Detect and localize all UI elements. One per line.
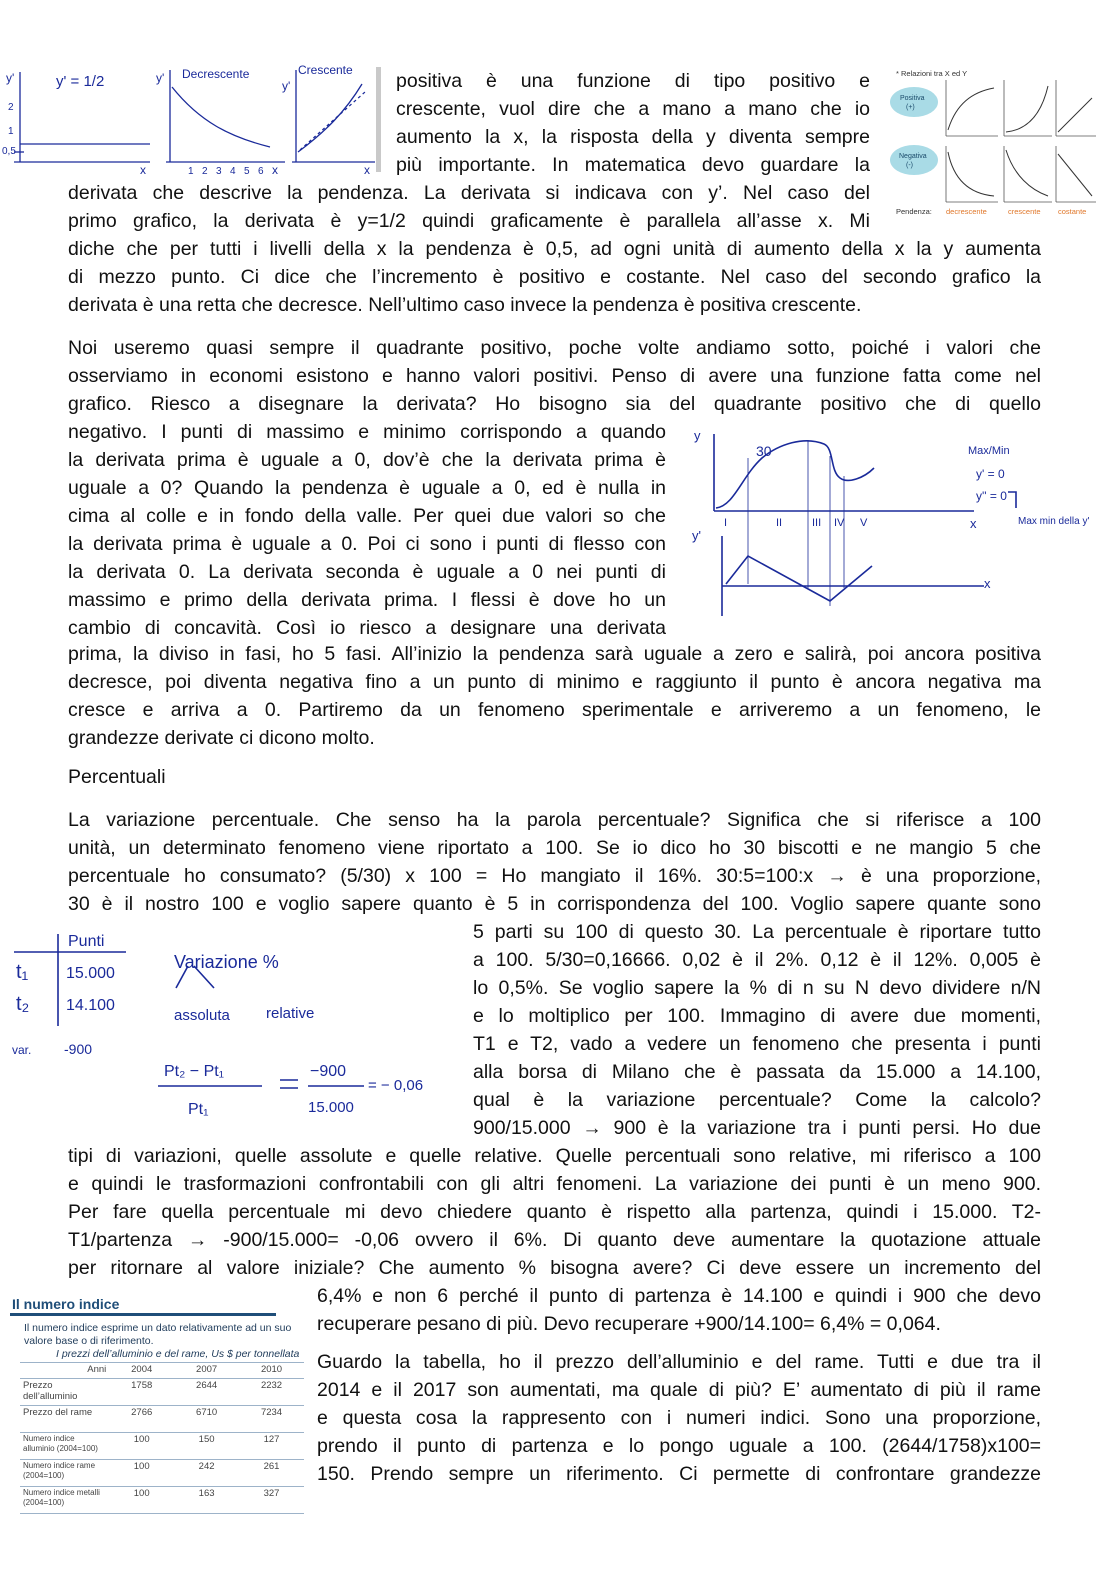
table-row	[20, 1487, 304, 1514]
paragraph-line: alla borsa di Milano che è passata da 15.000 a 14.100,	[473, 1061, 1041, 1083]
graph2-tick: 2	[202, 166, 208, 177]
table-cell: 7234	[239, 1406, 304, 1433]
paragraph-line: la derivata prima è uguale a 0. Poi ci sono i punti di flesso con	[68, 533, 666, 555]
paragraph-line: negativo. I punti di massimo e minimo corrispondo a quando	[68, 421, 666, 443]
handwritten-title: Variazione %	[174, 952, 279, 972]
paragraph-line: grafico. Riesco a disegnare la derivata? Ho bisogno sia del quadrante positivo che di quello	[68, 393, 1041, 415]
paragraph-3-end	[317, 1282, 1041, 1338]
paragraph-line: uguale a 0? Quando la pendenza è uguale a 0, ed è nulla in	[68, 477, 666, 499]
pendenza-costante: costante	[1058, 207, 1087, 216]
paragraph-line: derivata è una retta che decresce. Nell’ultimo caso invece la pendenza è positiva crescente.	[68, 294, 862, 316]
negativa-label: Negativa	[899, 153, 927, 160]
table-row	[20, 1406, 304, 1433]
table-cell: 100	[109, 1487, 174, 1514]
paragraph-line: 2014 e il 2017 son aumentati, ma quale di più? E’ aumentato di più il rame	[317, 1379, 1041, 1401]
paragraph-line: 900/15.000 → 900 è la variazione tra i punti persi. Ho due	[473, 1117, 1041, 1139]
handwritten-v1: 15.000	[66, 965, 115, 982]
table-header-row	[20, 1363, 304, 1379]
paragraph-line: decresce, poi diventa negativa fino a un punto di minimo e raggiunto il punto è ancora negativa ma	[68, 671, 1041, 693]
graph2-tick: 6	[258, 166, 264, 177]
relazioni-title: * Relazioni tra X ed Y	[896, 69, 968, 78]
paragraph-line: percentuale ho consumato? (5/30) x 100 = Ho mangiato il 16%. 30:5=100:x → è una proporzione,	[68, 865, 1041, 887]
graph1-tick: 1	[8, 126, 14, 137]
sketch-phase-label: II	[776, 517, 783, 529]
paragraph-line: 30 è il nostro 100 e voglio sapere quanto è 5 in corrispondenza del 100. Voglio sapere quante sono	[68, 893, 1041, 915]
table-row-label: Prezzo dell’alluminio	[20, 1379, 109, 1406]
table-row-label: Numero indice metalli (2004=100)	[20, 1487, 109, 1514]
index-table-description: Il numero indice esprime un dato relativamente ad un suo valore base o di riferimento.	[24, 1322, 292, 1347]
paragraph-line: tipi di variazioni, quelle assolute e quelle relative. Quelle percentuali sono relative, mi riferisco a 100	[68, 1145, 1041, 1167]
sketch-phase-label: III	[812, 517, 822, 529]
paragraph-line: la derivata prima è uguale a 0, dov’è che la derivata prima è	[68, 449, 666, 471]
table-header-cell: Anni	[20, 1363, 109, 1379]
handwritten-col-header: Punti	[68, 933, 105, 950]
sketch-phase-label: V	[860, 517, 868, 529]
paragraph-line: la derivata 0. La derivata seconda è uguale a 0 nei punti di	[68, 561, 666, 583]
paragraph-1-cont	[68, 179, 870, 235]
graph3-x-axis-label: x	[364, 163, 370, 177]
paragraph-line: qual è la variazione percentuale? Come la calcolo?	[473, 1089, 1041, 1111]
sketch-peak-label: 30	[756, 443, 772, 459]
paragraph-2-full	[68, 640, 1041, 752]
paragraph-line: recuperare pesano di più. Devo recuperare +900/14.100= 6,4% = 0,064.	[317, 1313, 941, 1335]
paragraph-line: per ritornare al valore iniziale? Che aumento % bisogna avere? Ci deve essere un incremento del	[68, 1257, 1041, 1279]
table-cell: 100	[109, 1460, 174, 1487]
paragraph-line: diche che per tutti i livelli della x la pendenza è 0,5, ad ogni unità di aumento della x la y aumenta	[68, 238, 1041, 260]
table-cell: 163	[174, 1487, 239, 1514]
table-header-cell: 2010	[239, 1363, 304, 1379]
handwritten-left: assoluta	[174, 1007, 230, 1024]
handwritten-eq-den: 15.000	[308, 1099, 354, 1116]
handwritten-right: relative	[266, 1005, 315, 1022]
pendenza-crescente: crescente	[1008, 207, 1041, 216]
table-row	[20, 1379, 304, 1406]
paragraph-line: massimo e primo della derivata prima. I flessi è dove ho un	[68, 589, 666, 611]
paragraph-line: e lo moltiplico per 100. Immagino di avere due momenti,	[473, 1005, 1041, 1027]
table-cell: 2766	[109, 1406, 174, 1433]
pendenza-decrescente: decrescente	[946, 207, 987, 216]
table-row	[20, 1460, 304, 1487]
graph3-y-axis-label: y'	[282, 79, 291, 93]
graph2-y-axis-label: y'	[156, 71, 165, 85]
sketch-x-axis-label-2: x	[984, 576, 991, 591]
table-cell: 150	[174, 1433, 239, 1460]
paragraph-line: 6,4% e non 6 perché il punto di partenza è 14.100 e quindi i 900 che devo	[317, 1285, 1041, 1307]
paragraph-line: e quindi le trasformazioni confrontabili con gli altri fenomeni. La variazione dei punti è un meno 900.	[68, 1173, 1041, 1195]
graph2-tick: 4	[230, 166, 236, 177]
graph1-title: y' = 1/2	[56, 73, 105, 90]
paragraph-line: positiva è una funzione di tipo positivo e	[396, 70, 870, 92]
paragraph-line: cima al colle e in fondo della valle. Per quei due valori so che	[68, 505, 666, 527]
sketch-note-y2: y'' = 0	[976, 489, 1007, 503]
variation-sketch	[8, 926, 448, 1122]
table-cell: 6710	[174, 1406, 239, 1433]
paragraph-line: lo 0,5%. Se voglio sapere la % di n su N devo dividere n/N	[473, 977, 1041, 999]
paragraph-line: 5 parti su 100 di questo 30. La percentuale è riportare tutto	[473, 921, 1041, 943]
table-cell: 242	[174, 1460, 239, 1487]
table-cell: 2232	[239, 1379, 304, 1406]
handwritten-var-value: -900	[64, 1041, 93, 1057]
sketch-x-axis-label: x	[970, 516, 977, 531]
table-cell: 100	[109, 1433, 174, 1460]
graph2-tick: 5	[244, 166, 250, 177]
paragraph-4	[317, 1348, 1041, 1488]
paragraph-line: prendo il punto di partenza e lo pongo uguale a 100. (2644/1758)x100=	[317, 1435, 1041, 1457]
table-cell: 1758	[109, 1379, 174, 1406]
table-header-cell: 2004	[109, 1363, 174, 1379]
sketch-y-axis-label: y	[694, 428, 701, 443]
paragraph-line: più importante. In matematica devo guardare la	[396, 154, 870, 176]
paragraph-line: di mezzo punto. Ci dice che l’incremento è positivo e costante. Nel caso del secondo grafico la	[68, 266, 1041, 288]
paragraph-line: La variazione percentuale. Che senso ha la parola percentuale? Significa che si riferisce a 100	[68, 809, 1041, 831]
paragraph-2	[68, 334, 1041, 418]
handwritten-t2: t₂	[16, 993, 30, 1015]
paragraph-3-full	[68, 1142, 1041, 1282]
index-title-rule	[10, 1313, 276, 1316]
graph1-x-axis-label: x	[140, 163, 146, 177]
paragraph-line: Guardo la tabella, ho il prezzo dell’alluminio e del rame. Tutti e due tra il	[317, 1351, 1041, 1373]
top-derivative-graphs	[0, 62, 390, 182]
graph1-tick: 2	[8, 102, 14, 113]
index-table-title: Il numero indice	[12, 1296, 120, 1312]
table-cell: 327	[239, 1487, 304, 1514]
paragraph-3	[68, 806, 1041, 918]
paragraph-line: T1 e T2, vado a vedere un fenomeno che presenta i punti	[473, 1033, 1041, 1055]
paragraph-line: T1/partenza → -900/15.000= -0,06 ovvero il 6%. Di quanto deve aumentare la quotazione attuale	[68, 1229, 1041, 1251]
table-row-label: Numero indice rame (2004=100)	[20, 1460, 109, 1487]
negativa-sign: (-)	[906, 162, 913, 169]
divider-bar	[376, 67, 381, 172]
index-table	[20, 1362, 304, 1514]
paragraph-line: crescente, vuol dire che a mano a mano che io	[396, 98, 870, 120]
handwritten-num: Pt₂ − Pt₁	[164, 1063, 225, 1080]
table-cell: 127	[239, 1433, 304, 1460]
handwritten-t1: t₁	[16, 961, 29, 983]
table-cell: 261	[239, 1460, 304, 1487]
sketch-yprime-axis-label: y'	[692, 528, 701, 543]
paragraph-line: primo grafico, la derivata è y=1/2 quindi graficamente è parallela all’asse x. Mi	[68, 210, 870, 232]
relazioni-panel	[886, 66, 1098, 216]
handwritten-result: = − 0,06	[368, 1077, 424, 1094]
handwritten-den: Pt₁	[188, 1101, 209, 1118]
graph2-title: Decrescente	[182, 67, 250, 81]
derivative-sketch	[684, 416, 1098, 622]
sketch-note-y1: y' = 0	[976, 467, 1005, 481]
graph3-title: Crescente	[298, 63, 353, 77]
positiva-label: Positiva	[900, 95, 925, 102]
paragraph-line: osserviamo in economi esistono e hanno valori positivi. Penso di avere una funzione fatta come nel	[68, 365, 1041, 387]
paragraph-line: Per fare quella percentuale mi devo chiedere quanto è rispetto alla partenza, quindi i 15.000. T2-	[68, 1201, 1041, 1223]
handwritten-eq-num: −900	[310, 1063, 347, 1080]
sketch-note-bottom: Max min della y'	[1018, 516, 1090, 527]
graph2-x-axis-label: x	[272, 163, 278, 177]
graph2-tick: 1	[188, 166, 194, 177]
table-row	[20, 1433, 304, 1460]
paragraph-line: prima, la diviso in fasi, ho 5 fasi. All’inizio la pendenza sarà uguale a zero e salirà, poi ancora positiva	[68, 643, 1041, 665]
handwritten-v2: 14.100	[66, 997, 115, 1014]
paragraph-line: e questa cosa la rappresento con i numeri indici. Sono una proporzione,	[317, 1407, 1041, 1429]
positiva-bubble	[890, 87, 938, 117]
table-header-cell: 2007	[174, 1363, 239, 1379]
paragraph-line: derivata che descrive la pendenza. La derivata si indicava con y’. Nel caso del	[68, 182, 870, 204]
sketch-phase-label: IV	[834, 517, 845, 529]
negativa-bubble	[890, 145, 938, 175]
index-table-caption: I prezzi dell’alluminio e del rame, Us $ per tonnellata	[56, 1348, 300, 1360]
paragraph-2-narrow	[68, 418, 666, 642]
table-row-label: Prezzo del rame	[20, 1406, 109, 1433]
paragraph-1-wrap	[396, 67, 870, 179]
sketch-note-max: Max/Min	[968, 445, 1010, 457]
pendenza-label: Pendenza:	[896, 207, 932, 216]
graph1-tick: 0,5	[2, 146, 16, 157]
paragraph-line: Noi useremo quasi sempre il quadrante positivo, poche volte andiamo sotto, poiché i valori che	[68, 337, 1041, 359]
paragraph-line: 150. Prendo sempre un riferimento. Ci permette di confrontare grandezze	[317, 1463, 1041, 1485]
paragraph-line: unità, un determinato fenomeno viene riportato a 100. Se io dico ho 30 biscotti e ne mangio 5 che	[68, 837, 1041, 859]
paragraph-line: cresce e arriva a 0. Partiremo da un fenomeno sperimentale e arriveremo a un fenomeno, le	[68, 699, 1041, 721]
paragraph-line: grandezze derivate ci dicono molto.	[68, 727, 375, 749]
graph2-tick: 3	[216, 166, 222, 177]
sketch-phase-label: I	[724, 517, 728, 529]
handwritten-var-label: var.	[12, 1043, 32, 1057]
graph1-y-axis-label: y'	[6, 71, 15, 85]
table-cell: 2644	[174, 1379, 239, 1406]
paragraph-line: a 100. 5/30=0,16666. 0,02 è il 2%. 0,12 è il 12%. 0,005 è	[473, 949, 1041, 971]
paragraph-1-full	[68, 235, 1041, 319]
paragraph-line: cambio di concavità. Così io riesco a designare una derivata	[68, 617, 666, 639]
table-row-label: Numero indice alluminio (2004=100)	[20, 1433, 109, 1460]
section-heading-percentuali: Percentuali	[68, 766, 166, 788]
paragraph-3-narrow	[473, 918, 1041, 1142]
paragraph-line: aumento la x, la risposta della y diventa sempre	[396, 126, 870, 148]
positiva-sign: (+)	[906, 104, 915, 111]
